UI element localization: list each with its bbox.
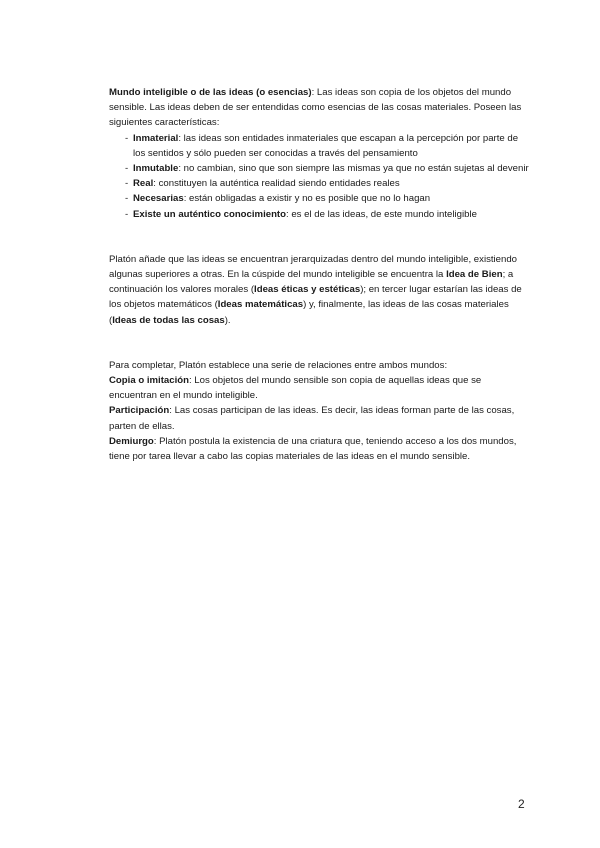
term-demiurgo: Demiurgo — [109, 435, 154, 447]
list-text: : constituyen la auténtica realidad siendo entidades reales — [153, 178, 400, 190]
term-idea-de-bien: Idea de Bien — [446, 269, 503, 281]
text-run: ; a continuación los valores morales ( — [109, 269, 514, 296]
list-text: : no cambian, sino que son siempre las mismas ya que no están sujetas al devenir — [178, 163, 529, 175]
document-page — [109, 85, 529, 464]
paragraph-jerarquia — [109, 252, 529, 328]
list-term: Inmutable — [133, 163, 179, 175]
text-run: ). — [224, 314, 231, 326]
list-text: : es el de las ideas, de este mundo inteligible — [286, 208, 477, 220]
list-item — [109, 161, 529, 176]
text-run: : Los objetos del mundo sensible son copia de aquellas ideas que se encuentran en el mundo inteligible. — [109, 375, 482, 402]
dash-bullet: - — [125, 178, 129, 190]
text-run: : Platón postula la existencia de una criatura que, teniendo acceso a los dos mundos, tiene por tarea llevar a cabo las copias materiales de las ideas en el mundo sensible. — [109, 435, 517, 463]
term-copia: Copia o imitación — [109, 375, 189, 387]
list-item — [109, 131, 529, 161]
dash-bullet: - — [125, 163, 129, 175]
list-item — [109, 207, 529, 222]
characteristics-list — [109, 131, 529, 222]
paragraph-demiurgo — [109, 434, 529, 464]
term-participacion: Participación — [109, 405, 170, 417]
list-item — [109, 191, 529, 206]
list-term: Necesarias — [133, 193, 184, 205]
intro-text: : Las ideas son copia de los objetos del mundo sensible. Las ideas deben de ser entendidas como esencias de las cosas materiales. Poseen las siguientes características: — [109, 87, 522, 129]
paragraph-mundo-inteligible — [109, 85, 529, 131]
text-run: Platón añade que las ideas se encuentran jerarquizadas dentro del mundo inteligible, existiendo algunas superiores a otras. En la cúspide del mundo inteligible se encuentra la — [109, 253, 518, 281]
paragraph-participacion — [109, 403, 529, 433]
list-term: Real — [133, 178, 154, 190]
page-number: 2 — [518, 797, 525, 811]
list-term: Inmaterial — [133, 132, 179, 144]
heading-mundo-inteligible: Mundo inteligible o de las ideas (o esencias) — [109, 87, 312, 98]
list-text: : están obligadas a existir y no es posible que no lo hagan — [183, 193, 431, 205]
term-ideas-cosas: Ideas de todas las cosas — [112, 314, 225, 326]
list-item — [109, 176, 529, 191]
paragraph-relaciones-intro: Para completar, Platón establece una serie de relaciones entre ambos mundos: — [109, 359, 448, 371]
term-ideas-eticas: Ideas éticas y estéticas — [254, 284, 361, 296]
text-run: ) y, finalmente, las ideas de las cosas materiales ( — [109, 299, 509, 326]
text-run: ); en tercer lugar estarían las ideas de los objetos matemáticos ( — [109, 284, 522, 311]
list-text: : las ideas son entidades inmateriales que escapan a la percepción por parte de los sentidos y sólo pueden ser conocidas a través del pensamiento — [133, 132, 519, 159]
dash-bullet: - — [125, 208, 129, 220]
term-ideas-matematicas: Ideas matemáticas — [217, 299, 304, 311]
text-run: : Las cosas participan de las ideas. Es decir, las ideas forman parte de las cosas, parten de ellas. — [109, 405, 515, 432]
dash-bullet: - — [125, 132, 129, 144]
dash-bullet: - — [125, 193, 129, 205]
list-term: Existe un auténtico conocimiento — [133, 208, 286, 220]
paragraph-copia — [109, 373, 529, 403]
